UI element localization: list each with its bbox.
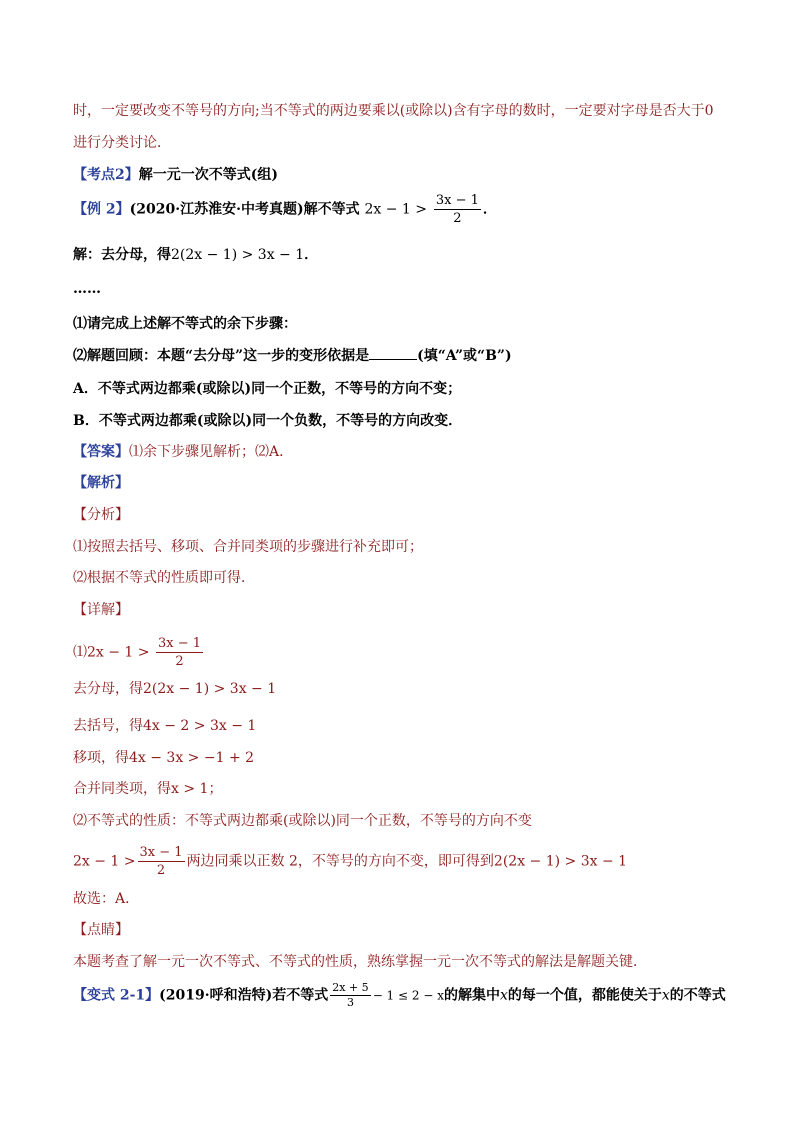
fraction-denominator: 2	[156, 863, 166, 878]
solution-text: 解：去分母，得	[73, 247, 171, 263]
kaodian-heading	[73, 166, 278, 184]
detail-step-3	[73, 717, 256, 735]
answer-tag: 【答案】	[73, 444, 129, 460]
kaodian-tag: 【考点2】	[73, 167, 139, 183]
example-2-lhs: 2x − 1 >	[364, 201, 427, 218]
variant-fraction	[330, 982, 370, 1009]
intro-line-1: 时，一定要改变不等号的方向;当不等式的两边要乘以(或除以)含有字母的数时，一定要对字母是否大于0	[73, 103, 714, 119]
detail-step-5-text: 合并同类项，得	[73, 781, 171, 797]
question-1: ⑴请完成上述解不等式的余下步骤：	[73, 316, 297, 332]
variant-x-2: x	[661, 987, 670, 1004]
detail-step-7-math: 2(2x − 1) > 3x − 1	[493, 853, 628, 870]
option-a: A．不等式两边都乘(或除以)同一个正数，不等号的方向不变；	[73, 381, 462, 397]
example-2-tag: 【例 2】	[73, 201, 130, 218]
variant-x: x	[499, 987, 508, 1004]
fraction-denominator: 3	[346, 996, 354, 1009]
variant-math: − 1 ≤ 2 − x	[372, 988, 444, 1003]
detail-step-1-prefix: ⑴	[73, 644, 87, 661]
fraction-numerator: 2x + 5	[332, 981, 369, 994]
question-2-end: (填“A”或“B”)	[417, 348, 512, 364]
dianjing-text: 本题考查了解一元一次不等式、不等式的性质，熟练掌握一元一次不等式的解法是解题关键．	[73, 954, 647, 970]
fraction-denominator: 2	[453, 211, 462, 226]
question-2-start: ⑵解题回顾：本题“去分母”这一步的变形依据是	[73, 348, 370, 364]
detail-step-5-math: x > 1	[171, 781, 209, 797]
ellipsis: ……	[73, 281, 101, 297]
jiexi-tag: 【解析】	[73, 475, 129, 491]
detail-step-7	[73, 845, 627, 878]
detail-step-7-lhs: 2x − 1 >	[73, 853, 136, 870]
detail-step-3-text: 去括号，得	[73, 718, 143, 734]
variant-text-3: 的每一个值，都能使关于	[507, 987, 662, 1004]
detail-step-1	[73, 636, 205, 669]
example-2-text: (2020·江苏淮安·中考真题)解不等式	[129, 201, 360, 218]
answer-blank[interactable]	[369, 347, 417, 360]
fenxi-tag: 【分析】	[73, 507, 129, 523]
detail-step-6: ⑵不等式的性质：不等式两边都乘(或除以)同一个正数，不等号的方向不变	[73, 813, 532, 829]
answer-text: ⑴余下步骤见解析；⑵A．	[129, 444, 294, 460]
detail-step-2-math: 2(2x − 1) > 3x − 1	[143, 681, 277, 697]
kaodian-text: 解一元一次不等式(组)	[138, 167, 278, 183]
intro-line-2: 进行分类讨论．	[73, 135, 171, 151]
answer-line	[73, 443, 293, 461]
detail-step-4-text: 移项，得	[73, 750, 129, 766]
question-2	[73, 347, 512, 365]
fenxi-line-2: ⑵根据不等式的性质即可得．	[73, 570, 255, 586]
option-b: B．不等式两边都乘(或除以)同一个负数，不等号的方向改变．	[73, 413, 463, 429]
variant-text-1: (2019·呼和浩特)若不等式	[159, 987, 329, 1004]
example-2-statement	[73, 193, 497, 226]
detail-step-2	[73, 680, 276, 698]
solution-end: ．	[304, 247, 319, 263]
fraction-denominator: 2	[175, 654, 184, 669]
variant-tag: 【变式 2-1】	[73, 987, 160, 1004]
fraction-numerator: 3x − 1	[157, 636, 202, 651]
example-2-fraction	[434, 193, 481, 226]
detail-step-5-end: ；	[208, 781, 223, 797]
solution-math: 2(2x − 1) > 3x − 1	[171, 247, 305, 263]
variant-2-1-statement	[73, 982, 726, 1009]
fraction-numerator: 3x − 1	[435, 193, 479, 208]
detail-step-4-math: 4x − 3x > −1 + 2	[129, 750, 255, 766]
example-2-end: ．	[482, 201, 497, 218]
detail-step-2-text: 去分母，得	[73, 681, 143, 697]
fenxi-line-1: ⑴按照去括号、移项、合并同类项的步骤进行补充即可；	[73, 539, 423, 555]
detail-step-7-fraction	[138, 845, 185, 878]
variant-text-4: 的不等式	[669, 987, 726, 1004]
detail-step-1-lhs: 2x − 1 >	[87, 644, 150, 661]
detail-step-4	[73, 749, 254, 767]
detail-step-5	[73, 780, 222, 798]
dianjing-tag: 【点睛】	[73, 922, 129, 938]
conclusion: 故选：A．	[73, 891, 140, 907]
xiangjie-tag: 【详解】	[73, 602, 129, 618]
variant-text-2: 的解集中	[443, 987, 500, 1004]
detail-step-7-text: 两边同乘以正数 2，不等号的方向不变，即可得到	[186, 853, 494, 870]
fraction-numerator: 3x − 1	[139, 845, 183, 860]
detail-step-3-math: 4x − 2 > 3x − 1	[143, 718, 257, 734]
detail-step-1-fraction	[156, 636, 203, 669]
solution-line	[73, 246, 318, 264]
